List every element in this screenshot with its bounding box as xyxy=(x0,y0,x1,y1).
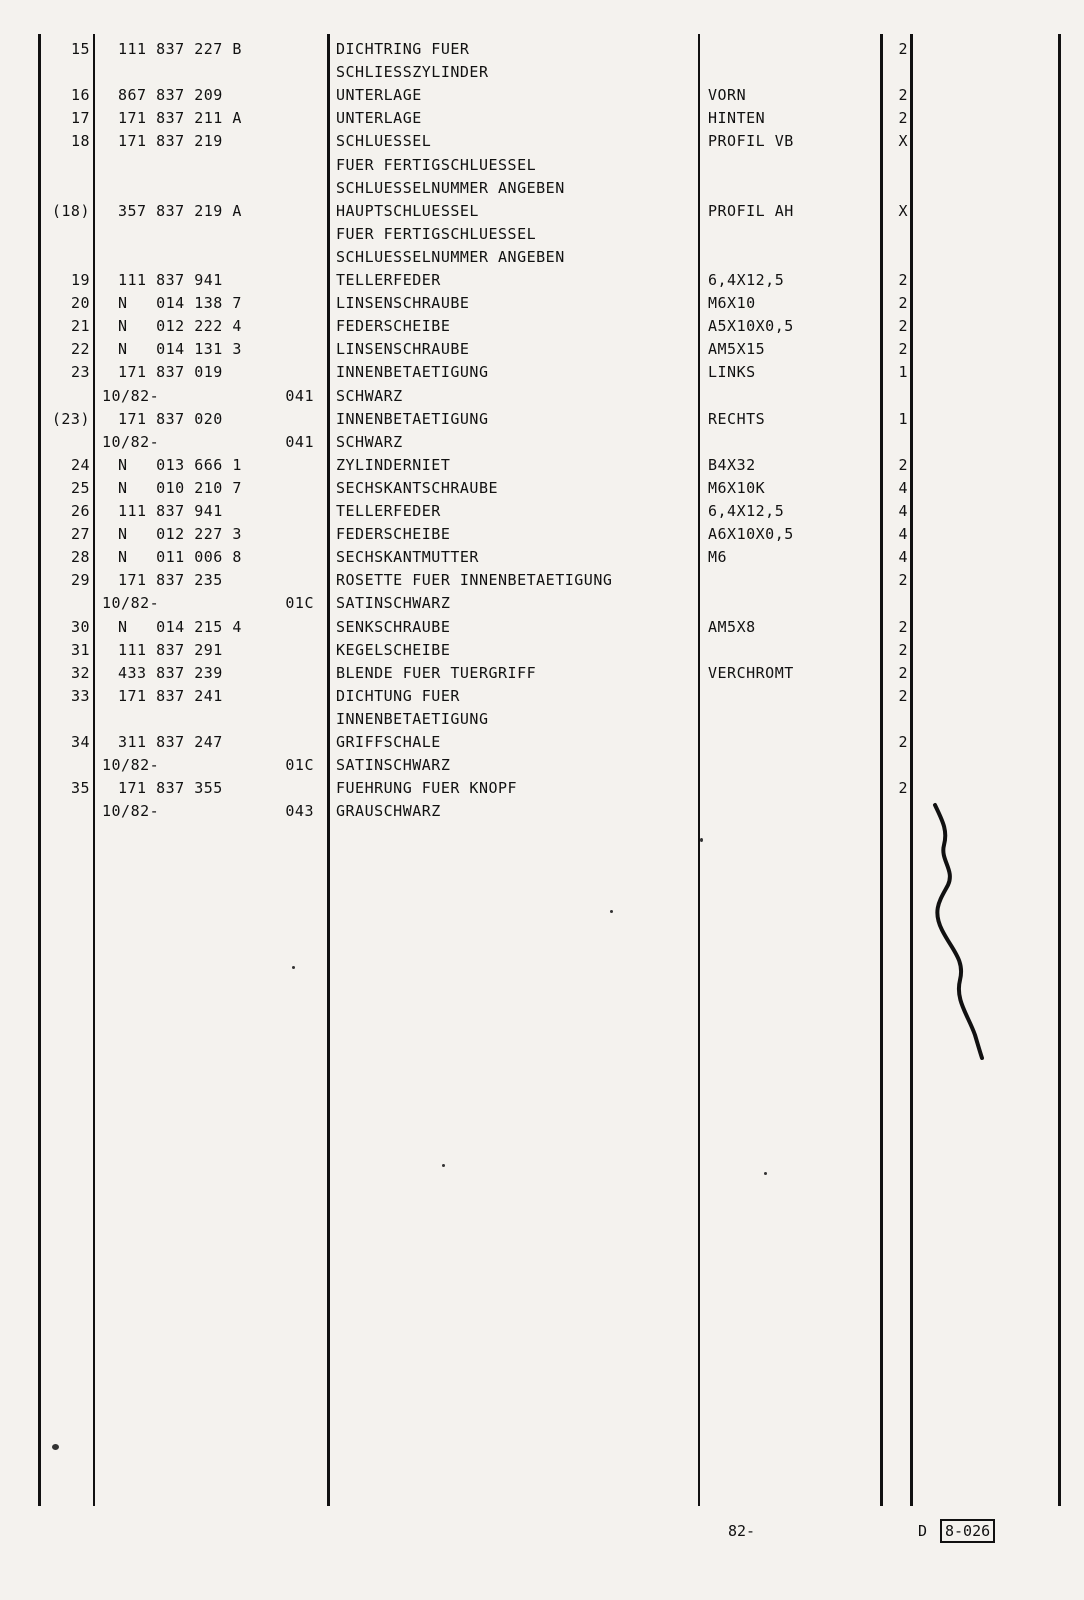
part-description: LINSENSCHRAUBE xyxy=(336,294,470,313)
quantity: 2 xyxy=(898,271,908,289)
table-row xyxy=(0,616,1084,639)
quantity: 2 xyxy=(898,340,908,359)
table-row xyxy=(0,708,1084,731)
table-row xyxy=(0,107,1084,130)
part-description: FUER FERTIGSCHLUESSEL xyxy=(336,155,537,174)
part-description: UNTERLAGE xyxy=(336,109,422,128)
table-row xyxy=(0,200,1084,223)
table-row xyxy=(0,500,1084,523)
table-row xyxy=(0,292,1084,315)
part-number: N 011 006 8 xyxy=(118,548,242,567)
part-description: SCHLUESSEL xyxy=(336,132,432,151)
part-spec: AM5X8 xyxy=(708,617,756,636)
part-description: HAUPTSCHLUESSEL xyxy=(336,201,479,220)
part-spec: 6,4X12,5 xyxy=(708,271,785,289)
table-row xyxy=(0,592,1084,615)
quantity: 2 xyxy=(898,40,908,58)
item-number: 16 xyxy=(70,86,90,105)
table-row xyxy=(0,154,1084,177)
quantity: 4 xyxy=(898,548,908,567)
quantity: 2 xyxy=(898,733,908,751)
item-number: (23) xyxy=(51,409,90,428)
part-description: ZYLINDERNIET xyxy=(336,455,451,474)
table-row xyxy=(0,130,1084,153)
part-number: 867 837 209 xyxy=(118,86,223,105)
item-number: 15 xyxy=(70,40,90,58)
quantity: 2 xyxy=(898,640,908,659)
quantity: 2 xyxy=(898,663,908,682)
item-number: 27 xyxy=(70,525,90,544)
item-number: 35 xyxy=(70,779,90,798)
quantity: 4 xyxy=(898,525,908,544)
part-description: FEDERSCHEIBE xyxy=(336,525,451,544)
part-description: LINSENSCHRAUBE xyxy=(336,340,470,359)
quantity: 2 xyxy=(898,109,908,128)
item-number: 24 xyxy=(70,455,90,474)
table-row xyxy=(0,269,1084,292)
footer-code: 82- xyxy=(728,1522,756,1540)
quantity: 1 xyxy=(898,409,908,428)
table-row xyxy=(0,662,1084,685)
part-spec: A5X10X0,5 xyxy=(708,317,794,336)
speck xyxy=(764,1172,767,1175)
model-date: 10/82- xyxy=(102,386,160,405)
part-description: SCHWARZ xyxy=(336,432,403,451)
item-number: 17 xyxy=(70,109,90,128)
item-number: 33 xyxy=(70,686,90,705)
part-description: INNENBETAETIGUNG xyxy=(336,709,489,728)
quantity: 2 xyxy=(898,294,908,313)
part-description: TELLERFEDER xyxy=(336,271,441,289)
part-description: TELLERFEDER xyxy=(336,502,441,520)
footer-d-label: D xyxy=(918,1522,928,1540)
table-row xyxy=(0,569,1084,592)
color-code: 041 xyxy=(285,432,314,451)
part-spec: A6X10X0,5 xyxy=(708,525,794,544)
table-row xyxy=(0,361,1084,384)
part-number: N 014 215 4 xyxy=(118,617,242,636)
speck xyxy=(700,838,703,842)
table-row xyxy=(0,431,1084,454)
quantity: 2 xyxy=(898,617,908,636)
part-description: GRIFFSCHALE xyxy=(336,733,441,751)
part-spec: VORN xyxy=(708,86,747,105)
item-number: 19 xyxy=(70,271,90,289)
part-description: SECHSKANTSCHRAUBE xyxy=(336,478,499,497)
item-number: 32 xyxy=(70,663,90,682)
item-number: 34 xyxy=(70,733,90,751)
part-description: SECHSKANTMUTTER xyxy=(336,548,479,567)
quantity: 2 xyxy=(898,571,908,590)
part-spec: 6,4X12,5 xyxy=(708,502,785,520)
table-row xyxy=(0,61,1084,84)
color-code: 041 xyxy=(285,386,314,405)
table-row xyxy=(0,38,1084,61)
part-spec: AM5X15 xyxy=(708,340,766,359)
table-row xyxy=(0,777,1084,800)
quantity: 2 xyxy=(898,779,908,798)
speck xyxy=(610,910,613,913)
item-number: 31 xyxy=(70,640,90,659)
item-number: 28 xyxy=(70,548,90,567)
pen-scribble-mark xyxy=(930,800,1000,1060)
quantity: 2 xyxy=(898,455,908,474)
part-description: ROSETTE FUER INNENBETAETIGUNG xyxy=(336,571,613,590)
part-description: INNENBETAETIGUNG xyxy=(336,363,489,382)
part-number: 311 837 247 xyxy=(118,733,223,751)
part-number: 171 837 355 xyxy=(118,779,223,798)
quantity: 2 xyxy=(898,686,908,705)
item-number: 20 xyxy=(70,294,90,313)
part-spec: M6 xyxy=(708,548,728,567)
part-number: 433 837 239 xyxy=(118,663,223,682)
part-number: 171 837 241 xyxy=(118,686,223,705)
table-row xyxy=(0,454,1084,477)
part-description: GRAUSCHWARZ xyxy=(336,802,441,821)
table-row xyxy=(0,177,1084,200)
table-row xyxy=(0,639,1084,662)
part-spec: B4X32 xyxy=(708,455,756,474)
color-code: 01C xyxy=(285,756,314,775)
part-description: DICHTRING FUER xyxy=(336,40,470,58)
quantity: X xyxy=(898,201,908,220)
part-description: FUEHRUNG FUER KNOPF xyxy=(336,779,518,798)
table-row xyxy=(0,731,1084,754)
item-number: 29 xyxy=(70,571,90,590)
item-number: 21 xyxy=(70,317,90,336)
table-row xyxy=(0,523,1084,546)
part-number: N 014 131 3 xyxy=(118,340,242,359)
table-row xyxy=(0,408,1084,431)
part-number: 171 837 019 xyxy=(118,363,223,382)
part-description: FEDERSCHEIBE xyxy=(336,317,451,336)
part-number: 111 837 227 B xyxy=(118,40,242,58)
item-number: (18) xyxy=(51,201,90,220)
part-description: SATINSCHWARZ xyxy=(336,756,451,775)
table-row xyxy=(0,754,1084,777)
speck xyxy=(52,1444,59,1450)
color-code: 01C xyxy=(285,594,314,613)
model-date: 10/82- xyxy=(102,594,160,613)
item-number: 18 xyxy=(70,132,90,151)
part-description: SATINSCHWARZ xyxy=(336,594,451,613)
footer-page-ref: 8-026 xyxy=(940,1519,995,1543)
quantity: 2 xyxy=(898,317,908,336)
table-row xyxy=(0,685,1084,708)
speck xyxy=(442,1164,445,1167)
quantity: X xyxy=(898,132,908,151)
part-description: BLENDE FUER TUERGRIFF xyxy=(336,663,537,682)
part-number: 111 837 941 xyxy=(118,271,223,289)
item-number: 23 xyxy=(70,363,90,382)
part-description: FUER FERTIGSCHLUESSEL xyxy=(336,224,537,243)
part-description: DICHTUNG FUER xyxy=(336,686,460,705)
item-number: 25 xyxy=(70,478,90,497)
part-number: 357 837 219 A xyxy=(118,201,242,220)
part-description: UNTERLAGE xyxy=(336,86,422,105)
part-number: 111 837 941 xyxy=(118,502,223,520)
table-row xyxy=(0,477,1084,500)
part-number: 111 837 291 xyxy=(118,640,223,659)
part-number: 171 837 211 A xyxy=(118,109,242,128)
part-spec: LINKS xyxy=(708,363,756,382)
quantity: 2 xyxy=(898,86,908,105)
table-row xyxy=(0,315,1084,338)
table-row xyxy=(0,246,1084,269)
table-row xyxy=(0,546,1084,569)
part-number: 171 837 235 xyxy=(118,571,223,590)
part-number: N 014 138 7 xyxy=(118,294,242,313)
model-date: 10/82- xyxy=(102,432,160,451)
part-spec: PROFIL VB xyxy=(708,132,794,151)
part-description: SCHLUESSELNUMMER ANGEBEN xyxy=(336,247,565,266)
table-row xyxy=(0,385,1084,408)
table-row xyxy=(0,223,1084,246)
quantity: 4 xyxy=(898,502,908,520)
part-spec: M6X10K xyxy=(708,478,766,497)
model-date: 10/82- xyxy=(102,802,160,821)
table-row xyxy=(0,800,1084,823)
quantity: 1 xyxy=(898,363,908,382)
part-description: SENKSCHRAUBE xyxy=(336,617,451,636)
part-description: SCHWARZ xyxy=(336,386,403,405)
part-description: KEGELSCHEIBE xyxy=(336,640,451,659)
item-number: 30 xyxy=(70,617,90,636)
part-number: 171 837 020 xyxy=(118,409,223,428)
part-description: SCHLIESSZYLINDER xyxy=(336,63,489,82)
item-number: 26 xyxy=(70,502,90,520)
part-number: N 010 210 7 xyxy=(118,478,242,497)
part-spec: M6X10 xyxy=(708,294,756,313)
part-description: SCHLUESSELNUMMER ANGEBEN xyxy=(336,178,565,197)
part-description: INNENBETAETIGUNG xyxy=(336,409,489,428)
color-code: 043 xyxy=(285,802,314,821)
part-number: N 013 666 1 xyxy=(118,455,242,474)
part-spec: PROFIL AH xyxy=(708,201,794,220)
model-date: 10/82- xyxy=(102,756,160,775)
part-spec: VERCHROMT xyxy=(708,663,794,682)
quantity: 4 xyxy=(898,478,908,497)
table-row xyxy=(0,84,1084,107)
item-number: 22 xyxy=(70,340,90,359)
part-spec: RECHTS xyxy=(708,409,766,428)
part-number: 171 837 219 xyxy=(118,132,223,151)
part-number: N 012 222 4 xyxy=(118,317,242,336)
part-spec: HINTEN xyxy=(708,109,766,128)
speck xyxy=(292,966,295,969)
table-row xyxy=(0,338,1084,361)
part-number: N 012 227 3 xyxy=(118,525,242,544)
